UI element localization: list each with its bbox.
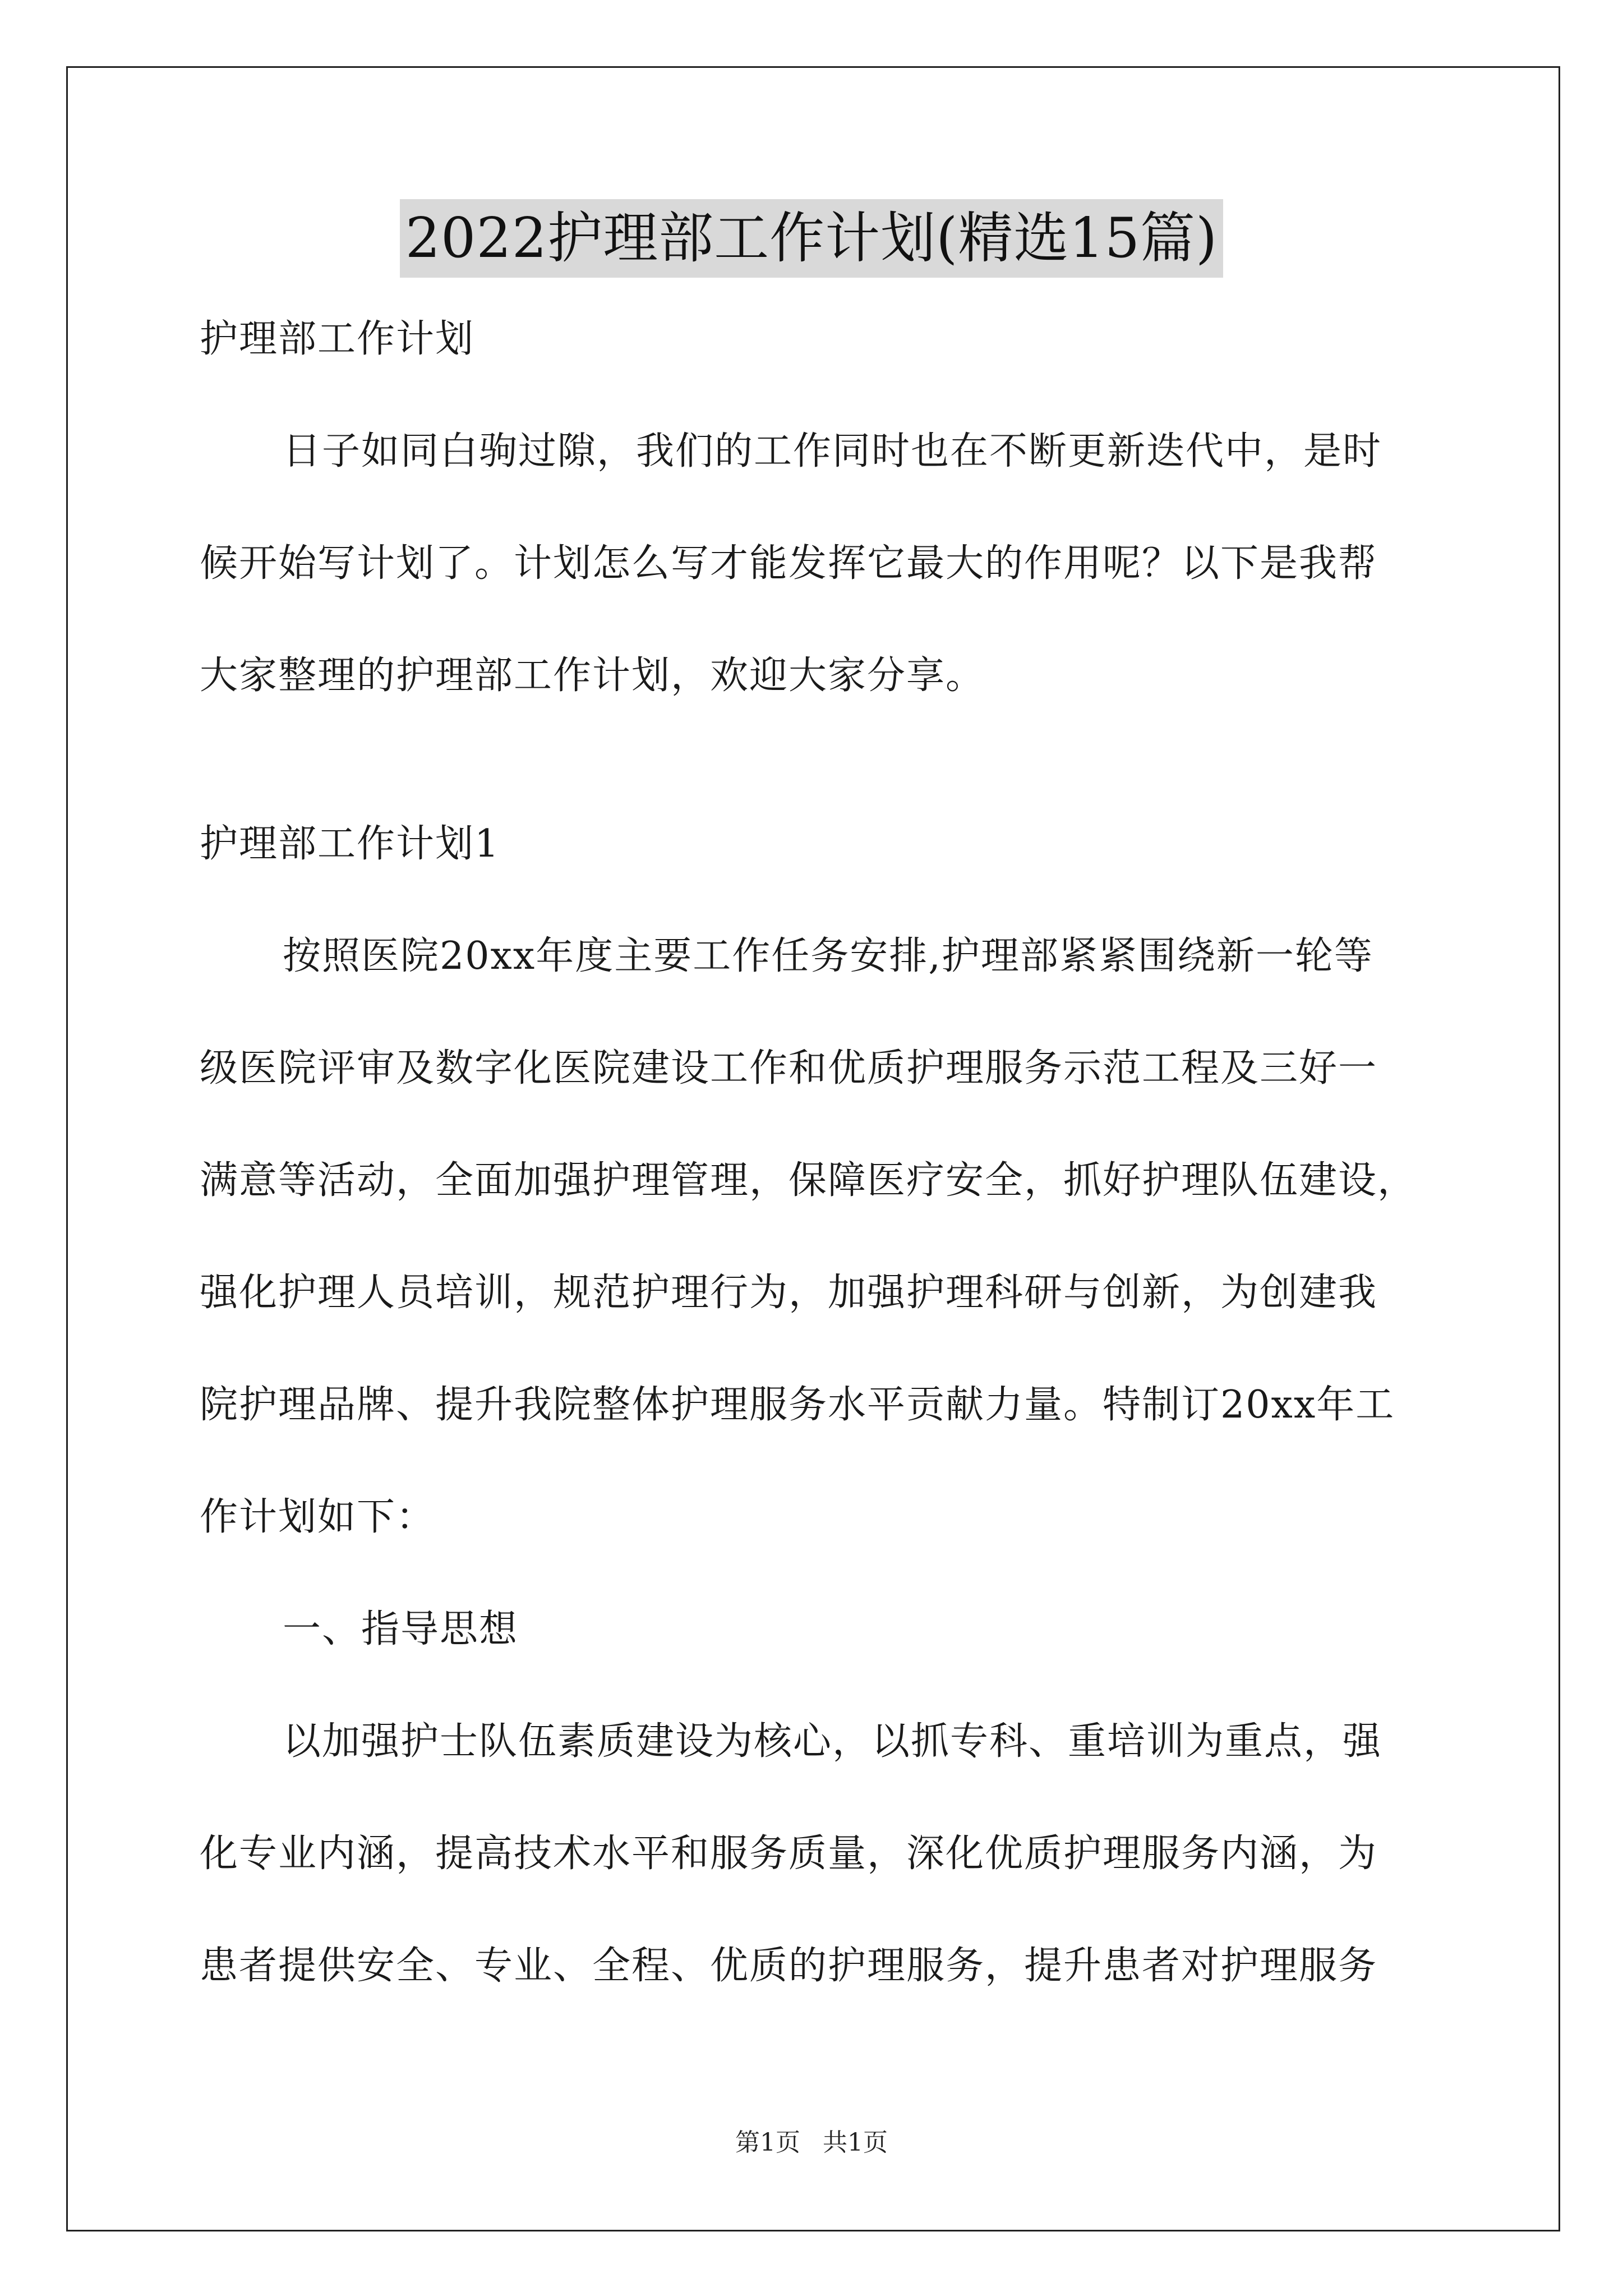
paragraph-line: 满意等活动，全面加强护理管理，保障医疗安全，抓好护理队伍建设， [200,1158,1417,1203]
section-heading: 护理部工作计划1 [200,822,500,866]
document-title: 2022护理部工作计划(精选15篇) [400,199,1224,278]
paragraph-line: 强化护理人员培训，规范护理行为，加强护理科研与创新，为创建我 [200,1271,1378,1315]
paragraph-line: 按照医院20xx年度主要工作任务安排,护理部紧紧围绕新一轮等 [283,934,1373,978]
paragraph-line: 患者提供安全、专业、全程、优质的护理服务，提升患者对护理服务 [200,1944,1378,1988]
guiding-paragraph [200,1714,1439,1994]
paragraph-line: 以加强护士队伍素质建设为核心，以抓专科、重培训为重点，强 [283,1719,1382,1764]
paragraph-line: 级医院评审及数字化医院建设工作和优质护理服务示范工程及三好一 [200,1046,1378,1091]
page-number: 第1页 [735,2128,800,2157]
guiding-subheading: 一、指导思想 [283,1607,519,1651]
section-paragraph [200,928,1439,1545]
document-body [200,311,1439,2050]
title-container [0,199,1623,278]
paragraph-line: 候开始写计划了。计划怎么写才能发挥它最大的作用呢？以下是我帮 [200,541,1378,586]
paragraph-line: 日子如同白驹过隙，我们的工作同时也在不断更新迭代中，是时 [283,429,1382,473]
paragraph-line: 作计划如下： [200,1495,436,1539]
page-footer [0,2126,1623,2160]
intro-paragraph [200,424,1439,704]
paragraph-line: 化专业内涵，提高技术水平和服务质量，深化优质护理服务内涵，为 [200,1832,1378,1876]
page-total: 共1页 [823,2128,888,2157]
paragraph-line: 院护理品牌、提升我院整体护理服务水平贡献力量。特制订20xx年工 [200,1383,1395,1427]
paragraph-line: 大家整理的护理部工作计划，欢迎大家分享。 [200,654,985,698]
intro-heading: 护理部工作计划 [200,317,475,361]
spacer [200,760,1439,816]
